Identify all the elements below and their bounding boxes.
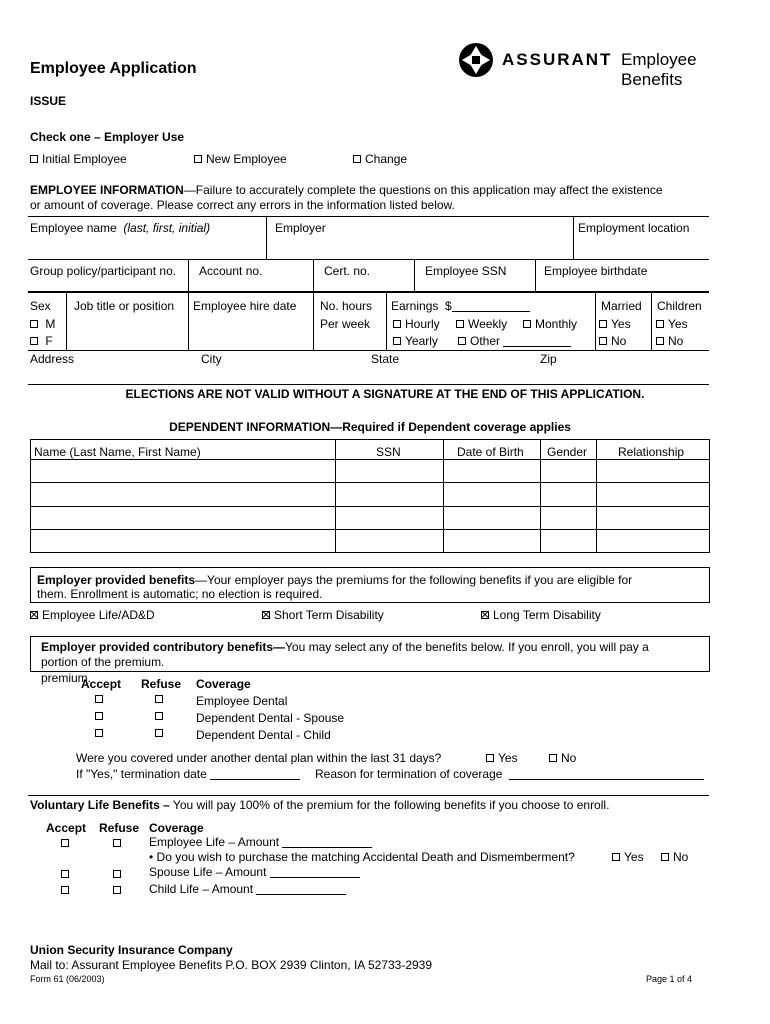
refuse-checkbox[interactable] <box>155 709 167 723</box>
dep-col-relationship: Relationship <box>618 445 685 459</box>
elections-notice: ELECTIONS ARE NOT VALID WITHOUT A SIGNATURE AT THE END OF THIS APPLICATION. <box>125 387 645 401</box>
termination-reason-field[interactable]: Reason for termination of coverage <box>315 767 704 781</box>
earnings-field[interactable]: Earnings $ <box>391 299 530 313</box>
children-label: Children <box>657 299 702 313</box>
refuse-checkbox[interactable] <box>113 867 125 881</box>
earnings-yearly[interactable]: Yearly <box>393 334 438 348</box>
contributory-line3: premium. <box>41 671 92 685</box>
accept-checkbox[interactable] <box>95 709 107 723</box>
option-change[interactable]: Change <box>353 152 407 166</box>
add-question: • Do you wish to purchase the matching Accidental Death and Dismemberment? <box>149 850 575 864</box>
employee-ssn-field[interactable]: Employee SSN <box>425 264 507 278</box>
add-yes[interactable]: Yes <box>612 850 644 864</box>
add-no[interactable]: No <box>661 850 688 864</box>
job-title-field[interactable]: Job title or position <box>74 299 175 313</box>
coverage-dependent-spouse: Dependent Dental - Spouse <box>196 711 345 725</box>
issue-label: ISSUE <box>30 94 67 108</box>
employer-provided-line1: Employer provided benefits—Your employer pays the premiums for the following benefits if you are eligible for <box>37 573 633 587</box>
voluntary-heading: Voluntary Life Benefits – You will pay 100% of the premium for the following benefits if you choose to enroll. <box>30 798 610 812</box>
earnings-weekly[interactable]: Weekly <box>456 317 507 331</box>
dep-col-name: Name (Last Name, First Name) <box>34 445 201 459</box>
contributory-line2: portion of the premium. <box>41 655 165 669</box>
option-new-employee[interactable]: New Employee <box>194 152 287 166</box>
city-field[interactable]: City <box>201 352 222 366</box>
benefit-ltd[interactable]: Long Term Disability <box>481 608 601 622</box>
sex-m-option[interactable]: M <box>30 317 55 331</box>
footer-mail: Mail to: Assurant Employee Benefits P.O. BOX 2939 Clinton, IA 52733-2939 <box>30 958 433 972</box>
employer-field[interactable]: Employer <box>275 221 326 235</box>
logo-line1: Employee <box>621 50 697 69</box>
coverage-dependent-child: Dependent Dental - Child <box>196 728 331 742</box>
accept-checkbox[interactable] <box>61 867 73 881</box>
employee-birthdate-field[interactable]: Employee birthdate <box>544 264 648 278</box>
group-policy-field[interactable]: Group policy/participant no. <box>30 264 177 278</box>
spouse-life-amount-field[interactable]: Spouse Life – Amount <box>149 865 360 879</box>
option-initial-employee[interactable]: Initial Employee <box>30 152 127 166</box>
employee-name-field[interactable]: Employee name (last, first, initial) <box>30 221 211 235</box>
checkbox-icon[interactable] <box>30 155 38 163</box>
check-one-heading: Check one – Employer Use <box>30 130 185 144</box>
dep-col-gender: Gender <box>547 445 588 459</box>
accept-checkbox[interactable] <box>95 692 107 706</box>
contrib-refuse-header: Refuse <box>141 677 182 691</box>
dep-col-ssn: SSN <box>376 445 401 459</box>
sex-f-option[interactable]: F <box>30 334 53 348</box>
dental-yes[interactable]: Yes <box>486 751 518 765</box>
child-life-amount-field[interactable]: Child Life – Amount <box>149 882 346 896</box>
dep-col-dob: Date of Birth <box>457 445 524 459</box>
state-field[interactable]: State <box>371 352 400 366</box>
accept-checkbox[interactable] <box>61 883 73 897</box>
employer-provided-line2: them. Enrollment is automatic; no election is required. <box>37 587 323 601</box>
earnings-other[interactable]: Other <box>458 334 571 348</box>
children-no[interactable]: No <box>656 334 683 348</box>
dental-no[interactable]: No <box>549 751 576 765</box>
cert-no-field[interactable]: Cert. no. <box>324 264 371 278</box>
contributory-line1: Employer provided contributory benefits—You may select any of the benefits below. If you enroll, you will pay a <box>41 640 649 654</box>
address-field[interactable]: Address <box>30 352 75 366</box>
accept-checkbox[interactable] <box>61 836 73 850</box>
married-yes[interactable]: Yes <box>599 317 631 331</box>
termination-date-field[interactable]: If "Yes," termination date <box>76 767 300 781</box>
married-no[interactable]: No <box>599 334 626 348</box>
footer-page: Page 1 of 4 <box>646 974 693 984</box>
account-no-field[interactable]: Account no. <box>199 264 263 278</box>
employee-info-line2: or amount of coverage. Please correct any errors in the information listed below. <box>30 198 455 212</box>
earnings-monthly[interactable]: Monthly <box>523 317 577 331</box>
checkbox-icon[interactable] <box>194 155 202 163</box>
dependent-heading: DEPENDENT INFORMATION—Required if Dependent coverage applies <box>169 420 571 434</box>
vol-refuse-header: Refuse <box>99 821 140 835</box>
benefit-std[interactable]: Short Term Disability <box>262 608 384 622</box>
sex-label: Sex <box>30 299 51 313</box>
contrib-accept-header: Accept <box>81 677 122 691</box>
footer-company: Union Security Insurance Company <box>30 943 233 957</box>
logo-word: ASSURANT <box>502 50 613 69</box>
earnings-hourly[interactable]: Hourly <box>393 317 440 331</box>
hire-date-field[interactable]: Employee hire date <box>193 299 297 313</box>
vol-accept-header: Accept <box>46 821 87 835</box>
zip-field[interactable]: Zip <box>540 352 557 366</box>
coverage-employee-dental: Employee Dental <box>196 694 288 708</box>
contrib-coverage-header: Coverage <box>196 677 251 691</box>
assurant-logo-icon <box>458 42 494 78</box>
checkbox-icon[interactable] <box>353 155 361 163</box>
footer-form: Form 61 (06/2003) <box>30 974 105 984</box>
dental-question: Were you covered under another dental plan within the last 31 days? <box>76 751 442 765</box>
no-hours-label: No. hours <box>320 299 373 313</box>
employee-info-line1: EMPLOYEE INFORMATION—Failure to accurately complete the questions on this application may affect the existence <box>30 183 663 197</box>
per-week-label: Per week <box>320 317 371 331</box>
employment-location-field[interactable]: Employment location <box>578 221 690 235</box>
benefit-employee-life[interactable]: Employee Life/AD&D <box>30 608 155 622</box>
logo-line2: Benefits <box>621 70 683 89</box>
page-title: Employee Application <box>30 60 197 77</box>
refuse-checkbox[interactable] <box>113 836 125 850</box>
refuse-checkbox[interactable] <box>113 883 125 897</box>
children-yes[interactable]: Yes <box>656 317 688 331</box>
vol-coverage-header: Coverage <box>149 821 204 835</box>
married-label: Married <box>601 299 642 313</box>
refuse-checkbox[interactable] <box>155 692 167 706</box>
accept-checkbox[interactable] <box>95 726 107 740</box>
refuse-checkbox[interactable] <box>155 726 167 740</box>
employee-life-amount-field[interactable]: Employee Life – Amount <box>149 835 372 849</box>
